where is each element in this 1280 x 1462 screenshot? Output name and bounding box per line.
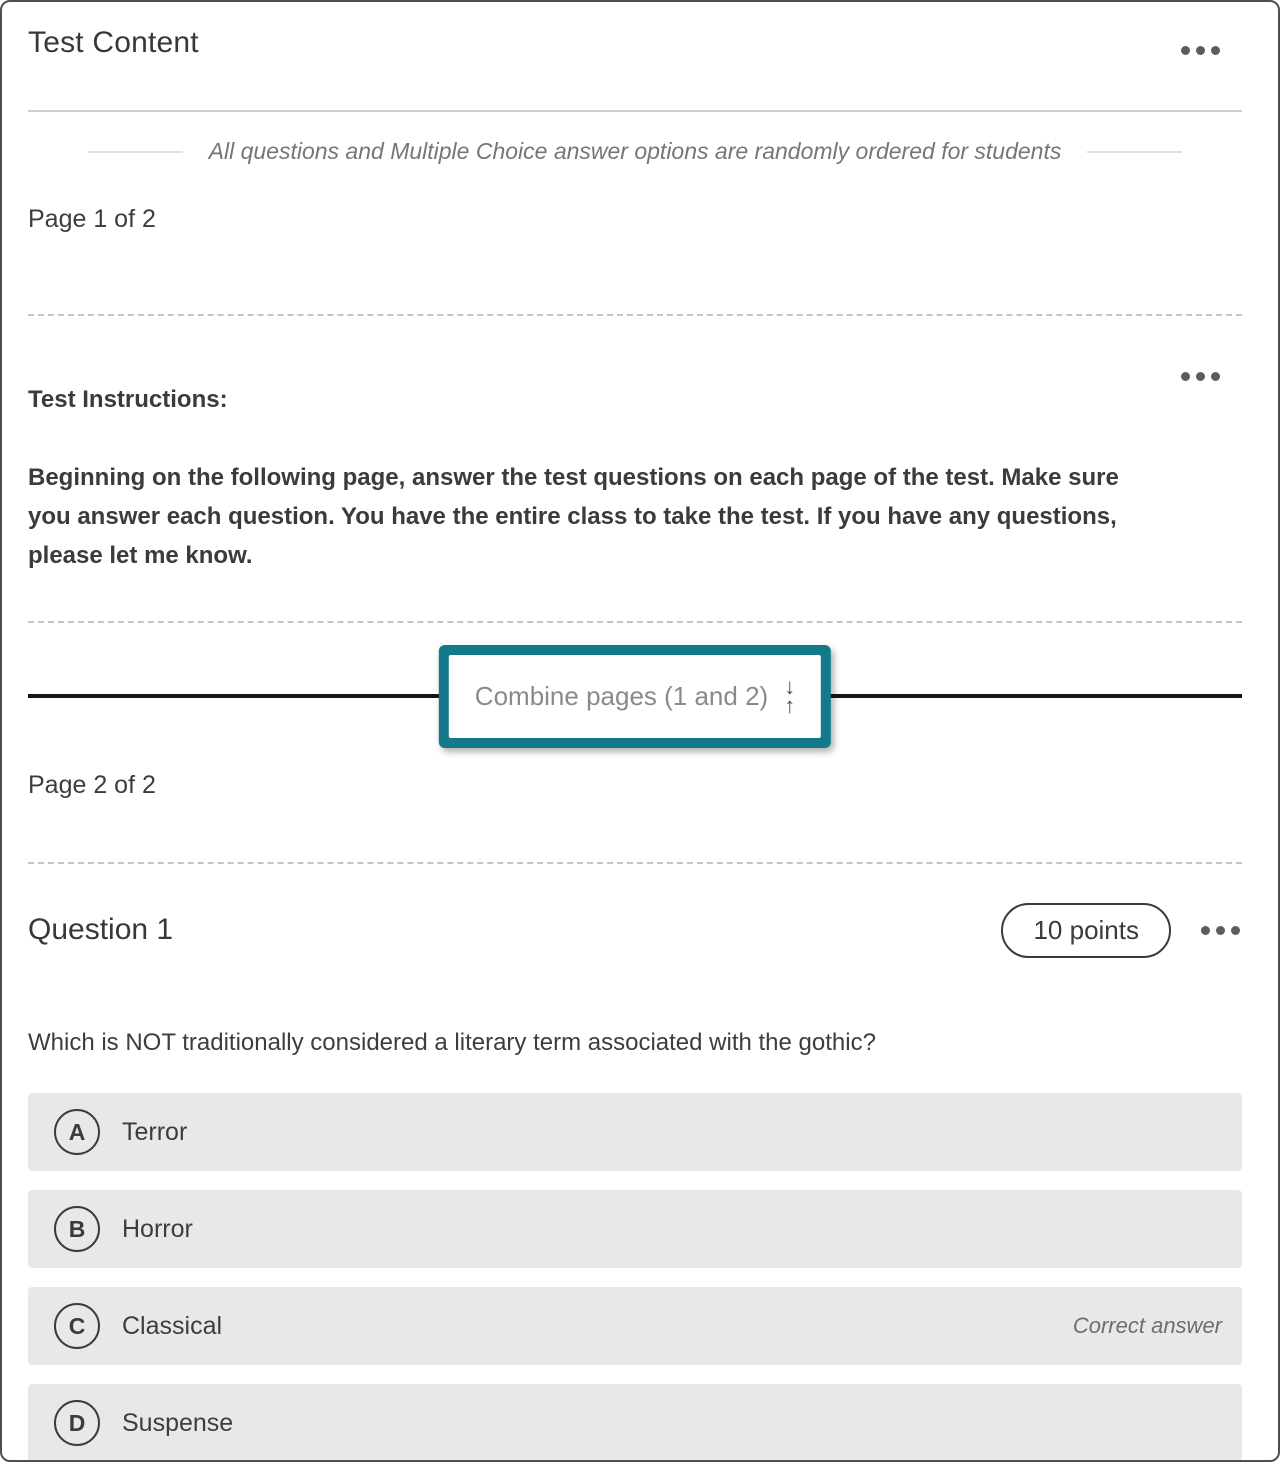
- instructions-options-menu-button[interactable]: [1179, 366, 1222, 387]
- instructions-heading: Test Instructions:: [28, 386, 228, 413]
- kebab-menu-icon: [1211, 46, 1220, 55]
- kebab-menu-icon: [1196, 46, 1205, 55]
- header-divider: [28, 110, 1242, 112]
- page-title: Test Content: [28, 26, 199, 59]
- answer-option-a[interactable]: [28, 1093, 1242, 1171]
- option-label: Classical: [122, 1311, 223, 1340]
- kebab-menu-icon: [1196, 372, 1205, 381]
- combine-pages-label: Combine pages (1 and 2): [474, 681, 769, 711]
- page-break-area: [28, 645, 1242, 749]
- kebab-menu-icon: [1211, 372, 1220, 381]
- option-letter-badge: D: [54, 1400, 100, 1446]
- question-header-controls: [1001, 903, 1242, 958]
- correct-answer-flag: Correct answer: [1072, 1313, 1222, 1338]
- option-letter-badge: B: [54, 1206, 100, 1252]
- arrow-down-icon: ↓: [784, 674, 796, 700]
- answer-option-b[interactable]: [28, 1190, 1242, 1268]
- question-prompt: Which is NOT traditionally considered a literary term associated with the gothic?: [28, 1029, 876, 1056]
- kebab-menu-icon: [1216, 926, 1225, 935]
- kebab-menu-icon: [1231, 926, 1240, 935]
- option-label: Suspense: [122, 1408, 234, 1437]
- instructions-block: [28, 316, 1242, 575]
- kebab-menu-icon: [1181, 46, 1190, 55]
- notice-left-line: [88, 151, 183, 153]
- test-options-menu-button[interactable]: [1179, 40, 1222, 61]
- kebab-menu-icon: [1181, 372, 1190, 381]
- option-label: Terror: [122, 1117, 188, 1146]
- page-2-label: Page 2 of 2: [28, 771, 156, 799]
- instructions-body: Beginning on the following page, answer the test questions on each page of the test. Make sure you answer each question. You have the entire class to take the test. If you have any questions, please let me know.: [28, 464, 1119, 569]
- question-options-menu-button[interactable]: [1199, 920, 1242, 941]
- randomization-notice-text: All questions and Multiple Choice answer options are randomly ordered for students: [208, 138, 1062, 164]
- arrow-up-icon: ↑: [784, 692, 796, 718]
- combine-pages-button[interactable]: [439, 645, 831, 748]
- notice-right-line: [1087, 151, 1182, 153]
- header: [28, 26, 1242, 60]
- merge-arrows-icon: [784, 674, 796, 718]
- combine-pages-inner: [449, 655, 821, 738]
- kebab-menu-icon: [1201, 926, 1210, 935]
- answer-option-c[interactable]: [28, 1287, 1242, 1365]
- dashed-divider: [28, 862, 1242, 864]
- option-label: Horror: [122, 1214, 193, 1243]
- answer-options-list: [28, 1093, 1242, 1462]
- question-header: [28, 901, 1242, 959]
- option-letter-badge: A: [54, 1109, 100, 1155]
- question-title: Question 1: [28, 913, 174, 946]
- dashed-divider: [28, 621, 1242, 623]
- points-button[interactable]: 10 points: [1001, 903, 1171, 958]
- randomization-notice: [28, 138, 1242, 165]
- page-1-label: Page 1 of 2: [28, 205, 156, 233]
- answer-option-d[interactable]: [28, 1384, 1242, 1462]
- option-letter-badge: C: [54, 1303, 100, 1349]
